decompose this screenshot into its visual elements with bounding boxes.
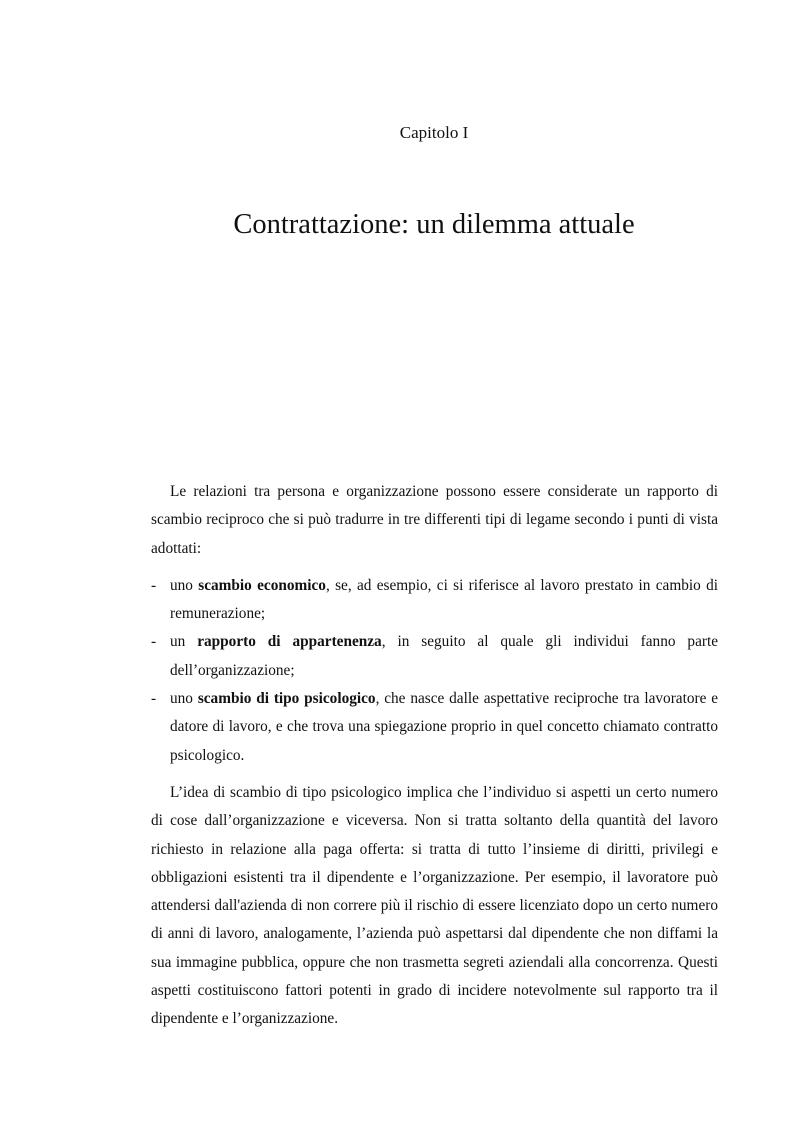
list-item-belonging <box>151 628 718 685</box>
body-text <box>151 478 718 1034</box>
intro-paragraph: Le relazioni tra persona e organizzazione possono essere considerate un rapporto di scambio reciproco che si può tradurre in tre differenti tipi di legame secondo i punti di vista adottati: <box>151 483 718 557</box>
list-item-term: rapporto di appartenenza <box>197 633 382 651</box>
list-item-term: scambio economico <box>198 576 326 594</box>
list-dash: - <box>151 633 157 651</box>
exchange-types-list <box>151 572 718 770</box>
list-dash: - <box>151 576 157 594</box>
list-item-prefix: un <box>170 633 198 651</box>
list-item-text: , se, ad esempio, ci si riferisce al lavoro prestato in cambio di remunerazione; <box>170 576 718 623</box>
list-item-prefix: uno <box>170 576 199 594</box>
chapter-title: Contrattazione: un dilemma attuale <box>233 209 635 240</box>
list-item-psychological-exchange <box>151 685 718 770</box>
list-item-economic-exchange <box>151 572 718 629</box>
list-item-term: scambio di tipo psicologico <box>197 690 376 708</box>
psychological-contract-paragraph: L’idea di scambio di tipo psicologico implica che l’individuo si aspetti un certo numero di cose dall’organizzazione e viceversa. Non si tratta soltanto della quantità del lavoro richiesto in relazione alla paga offerta: si tratta di tutto l’insieme di diritti, privilegi e obbligazioni esistenti tra il dipendente e l’organizzazione. Per esempio, il lavoratore può attendersi dall'azienda di non correre più il rischio di essere licenziato dopo un certo numero di anni di lavoro, analogamente, l’azienda può aspettarsi dal dipendente che non diffami la sua immagine pubblica, oppure che non trasmetta segreti aziendali alla concorrenza. Questi aspetti costituiscono fattori potenti in grado di incidere notevolmente sul rapporto tra il dipendente e l’organizzazione. <box>151 783 718 1028</box>
list-item-prefix: uno <box>170 690 198 708</box>
list-item-text: , che nasce dalle aspettative reciproche tra lavoratore e datore di lavoro, e che trova una spiegazione proprio in quel concetto chiamato contratto psicologico. <box>170 690 719 764</box>
chapter-label: Capitolo I <box>399 123 469 142</box>
list-dash: - <box>151 690 157 708</box>
list-item-text: , in seguito al quale gli individui fanno parte dell’organizzazione; <box>170 633 718 679</box>
